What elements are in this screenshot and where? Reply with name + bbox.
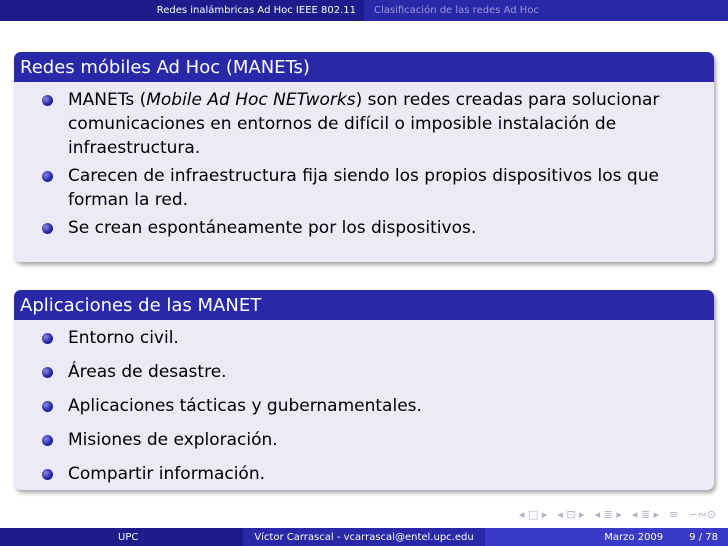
list-item <box>42 216 704 240</box>
item-text: Misiones de exploración. <box>68 430 278 450</box>
item-text: MANETs ( <box>68 90 147 110</box>
nav-subsection-icon[interactable]: ◂ ⊡ ▸ <box>557 508 585 521</box>
nav-align-icon[interactable]: ≡ <box>669 508 679 521</box>
footer-date: Marzo 2009 <box>604 531 664 543</box>
footer-right <box>485 528 728 546</box>
nav-frame-icon[interactable]: ◂ □ ▸ <box>518 508 548 521</box>
item-text: Entorno civil. <box>68 328 179 348</box>
list-item <box>42 88 704 160</box>
block-manets <box>14 52 714 262</box>
item-text: Áreas de desastre. <box>68 362 227 382</box>
item-text: Se crean espontáneamente por los dispositivos. <box>68 218 477 238</box>
bullet-icon <box>42 401 53 412</box>
bullet-icon <box>42 367 53 378</box>
header-section[interactable]: Redes inalámbricas Ad Hoc IEEE 802.11 <box>0 0 364 21</box>
footer-page-number: 9 / 78 <box>689 531 718 543</box>
bullet-icon <box>42 469 53 480</box>
bullet-icon <box>42 333 53 344</box>
bullet-list <box>42 326 704 486</box>
list-item <box>42 462 704 486</box>
block-title: Aplicaciones de las MANET <box>14 290 714 320</box>
list-item <box>42 164 704 212</box>
beamer-navigation <box>519 508 716 521</box>
item-text: Aplicaciones tácticas y gubernamentales. <box>68 396 422 416</box>
list-item <box>42 428 704 452</box>
item-text: ) son redes creadas para solucionar comunicaciones en entornos de difícil o imposible instalación de infraestructura. <box>68 90 660 158</box>
nav-document-icon[interactable]: ◂ ≣ ▸ <box>631 508 660 521</box>
header-subsection[interactable]: Clasificación de las redes Ad Hoc <box>364 0 728 21</box>
block-body <box>14 82 714 250</box>
list-item <box>42 360 704 384</box>
bullet-icon <box>42 95 53 106</box>
footer-institution: UPC <box>0 528 243 546</box>
list-item <box>42 326 704 350</box>
footer-bar <box>0 528 728 546</box>
list-item <box>42 394 704 418</box>
item-emphasis: Mobile Ad Hoc NETworks <box>146 90 356 110</box>
block-aplicaciones <box>14 290 714 490</box>
block-title: Redes móbiles Ad Hoc (MANETs) <box>14 52 714 82</box>
header-bar <box>0 0 728 21</box>
item-text: Compartir información. <box>68 464 266 484</box>
block-body <box>14 320 714 490</box>
bullet-list <box>42 88 704 240</box>
bullet-icon <box>42 171 53 182</box>
bullet-icon <box>42 435 53 446</box>
nav-search-icon[interactable]: ∽∾⊙ <box>688 508 716 521</box>
item-text: Carecen de infraestructura fija siendo los propios dispositivos los que forman la red. <box>68 166 659 210</box>
bullet-icon <box>42 223 53 234</box>
nav-section-icon[interactable]: ◂ ≣ ▸ <box>594 508 622 521</box>
footer-author: Víctor Carrascal - vcarrascal@entel.upc.edu <box>243 528 485 546</box>
